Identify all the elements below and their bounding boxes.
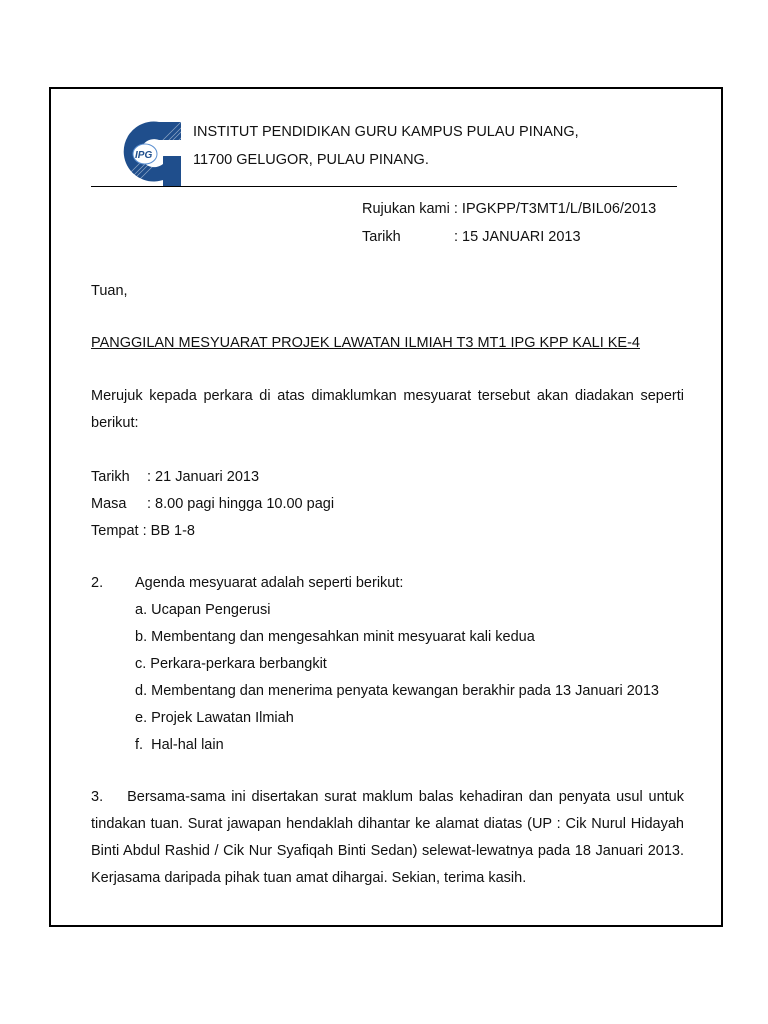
meeting-place-value: : BB 1-8 [142,523,195,539]
agenda-item: b. Membentang dan mengesahkan minit mesyuarat kali kedua [135,629,535,645]
reference-line [362,201,656,217]
institution-address: 11700 GELUGOR, PULAU PINANG. [193,152,429,168]
meeting-date-label: Tarikh [91,469,130,485]
subject-line: PANGGILAN MESYUARAT PROJEK LAWATAN ILMIAH T3 MT1 IPG KPP KALI KE-4 [91,335,640,351]
agenda-heading: Agenda mesyuarat adalah seperti berikut: [135,575,404,591]
meeting-time [91,496,334,512]
meeting-date [91,469,259,485]
ipg-logo [123,120,183,186]
agenda-item: d. Membentang dan menerima penyata kewangan berakhir pada 13 Januari 2013 [135,683,659,699]
date-line [362,229,581,245]
closing-paragraph [91,784,684,892]
closing-text: Bersama-sama ini disertakan surat maklum balas kehadiran dan penyata usul untuk tindakan tuan. Surat jawapan hendaklah dihantar ke alamat diatas (UP : Cik Nurul Hidayah Binti Abdul Rashid / Cik Nur Syafiqah Binti Sedan) selewat-lewatnya pada 18 Januari 2013. Kerjasama daripada pihak tuan amat dihargai. Sekian, terima kasih. [91,789,684,886]
meeting-place [91,523,195,539]
agenda-item: f. Hal-hal lain [135,737,224,753]
logo-text: IPG [135,150,153,161]
agenda-item: e. Projek Lawatan Ilmiah [135,710,294,726]
institution-name: INSTITUT PENDIDIKAN GURU KAMPUS PULAU PINANG, [193,124,579,140]
closing-number: 3. [91,789,104,805]
ref-value: : IPGKPP/T3MT1/L/BIL06/2013 [453,201,657,217]
agenda-item: a. Ucapan Pengerusi [135,602,271,618]
agenda-number: 2. [91,575,104,591]
intro-paragraph: Merujuk kepada perkara di atas dimaklumkan mesyuarat tersebut akan diadakan seperti berikut: [91,388,684,431]
meeting-date-value: : 21 Januari 2013 [147,469,260,485]
meeting-time-value: : 8.00 pagi hingga 10.00 pagi [147,496,335,512]
date-value: : 15 JANUARI 2013 [454,229,581,245]
meeting-place-label: Tempat [91,523,139,539]
date-label: Tarikh [362,229,401,245]
salutation: Tuan, [91,283,128,299]
meeting-time-label: Masa [91,496,127,512]
header-rule [91,186,677,187]
agenda-item: c. Perkara-perkara berbangkit [135,656,327,672]
ref-label: Rujukan kami [362,201,450,217]
